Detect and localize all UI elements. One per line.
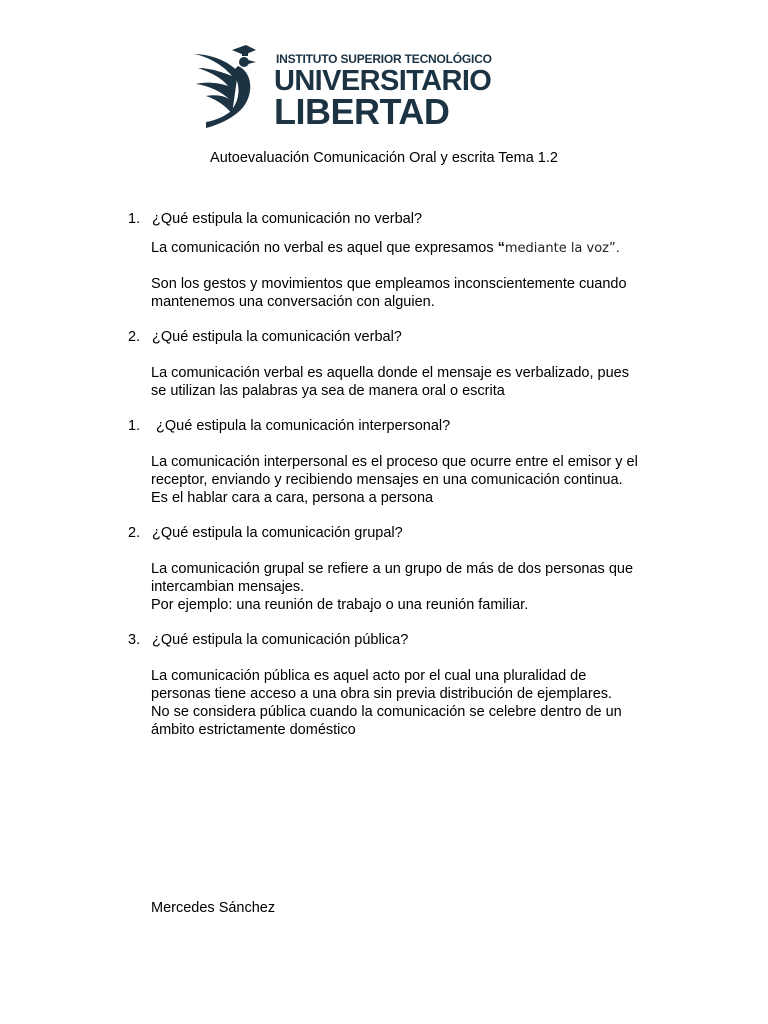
- answer-line: La comunicación pública es aquel acto por el cual una pluralidad de: [151, 668, 587, 684]
- logo-name-line1: UNIVERSITARIO: [274, 65, 492, 97]
- answer-line: No se considera pública cuando la comunicación se celebre dentro de un: [151, 704, 622, 720]
- answer-line: La comunicación verbal es aquella donde el mensaje es verbalizado, pues: [151, 365, 629, 381]
- answer-line: [151, 239, 620, 258]
- question-3: [128, 418, 450, 434]
- question-5: [128, 632, 408, 648]
- answer-line: receptor, enviando y recibiendo mensajes en una comunicación continua.: [151, 472, 623, 488]
- bird-emblem-icon: [192, 42, 276, 130]
- question-number: 1.: [128, 418, 141, 434]
- answer-quoted-text: mediante la voz”.: [504, 241, 620, 256]
- answer-line: La comunicación grupal se refiere a un grupo de más de dos personas que: [151, 561, 634, 577]
- answer-line: La comunicación interpersonal es el proceso que ocurre entre el emisor y el: [151, 454, 638, 470]
- answer-line: intercambian mensajes.: [151, 579, 305, 595]
- answer-line: Por ejemplo: una reunión de trabajo o una reunión familiar.: [151, 597, 529, 613]
- question-text: ¿Qué estipula la comunicación no verbal?: [152, 211, 423, 227]
- document-title: Autoevaluación Comunicación Oral y escrita Tema 1.2: [210, 150, 558, 166]
- institution-logo: [192, 42, 492, 132]
- question-2: [128, 329, 402, 345]
- answer-line: mantenemos una conversación con alguien.: [151, 294, 435, 310]
- answer-line: Es el hablar cara a cara, persona a persona: [151, 490, 434, 506]
- answer-line: ámbito estrictamente doméstico: [151, 722, 356, 738]
- question-text: ¿Qué estipula la comunicación interpersonal?: [152, 418, 451, 434]
- answer-line: Son los gestos y movimientos que empleamos inconscientemente cuando: [151, 276, 627, 292]
- question-1: [128, 211, 422, 227]
- quote-mark: “: [497, 240, 505, 256]
- answer-line: se utilizan las palabras ya sea de manera oral o escrita: [151, 383, 505, 399]
- answer-text: La comunicación no verbal es aquel que expresamos: [151, 240, 498, 256]
- question-text: ¿Qué estipula la comunicación grupal?: [152, 525, 403, 541]
- question-4: [128, 525, 403, 541]
- logo-subtitle: INSTITUTO SUPERIOR TECNOLÓGICO: [276, 52, 492, 66]
- question-text: ¿Qué estipula la comunicación verbal?: [152, 329, 402, 345]
- question-number: 2.: [128, 525, 141, 541]
- question-number: 1.: [128, 211, 141, 227]
- logo-name-line2: LIBERTAD: [274, 91, 450, 132]
- question-number: 2.: [128, 329, 141, 345]
- answer-line: personas tiene acceso a una obra sin previa distribución de ejemplares.: [151, 686, 613, 702]
- question-text: ¿Qué estipula la comunicación pública?: [152, 632, 409, 648]
- question-number: 3.: [128, 632, 141, 648]
- author-signature: Mercedes Sánchez: [151, 900, 276, 916]
